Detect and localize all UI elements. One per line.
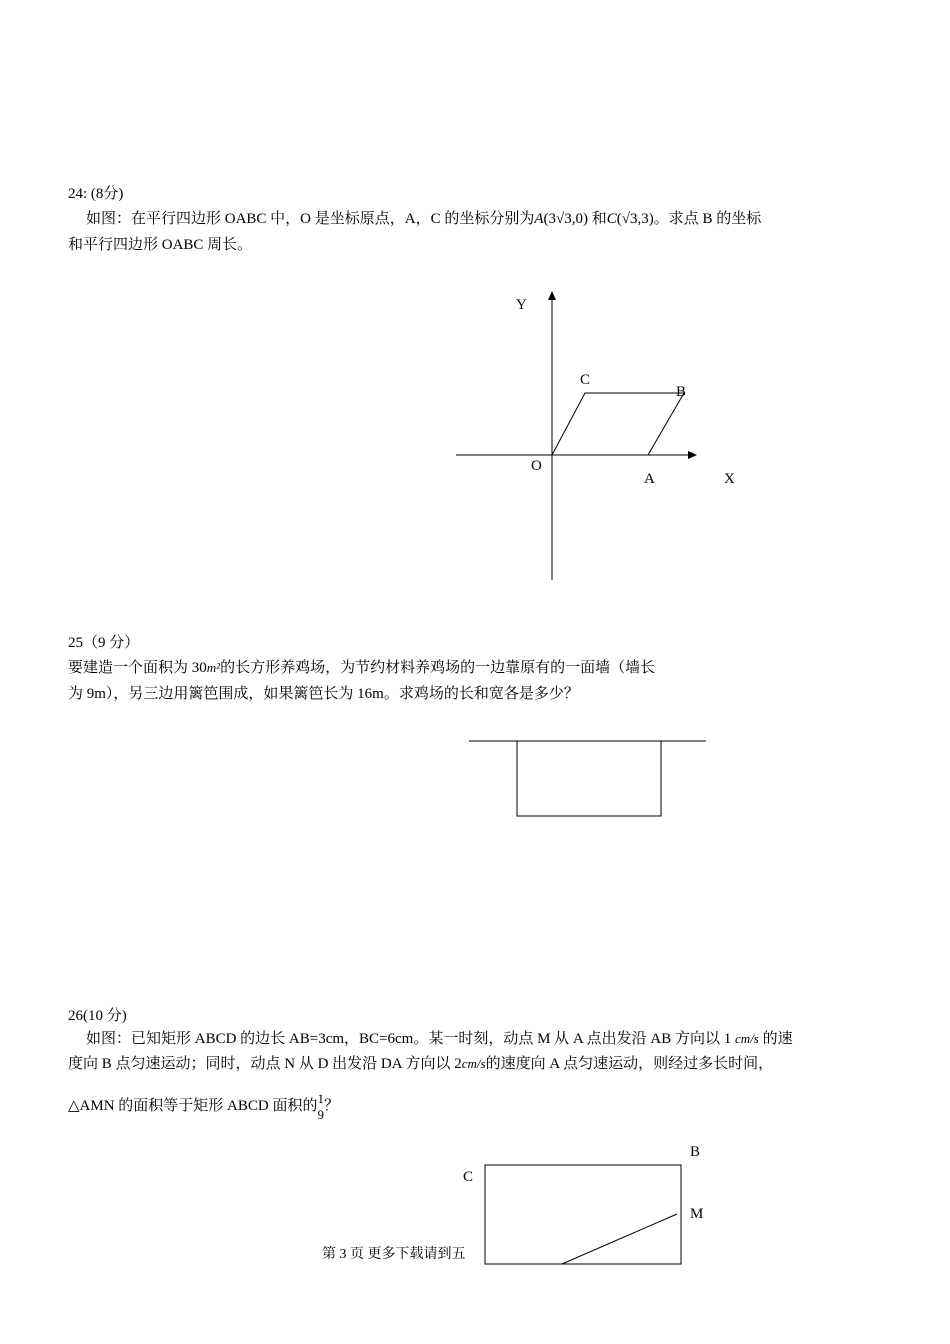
q26-line2-pre: 度向 B 点匀速运动；同时，动点 N 从 D 出发沿 DA 方向以 2 <box>68 1056 462 1072</box>
q25-line1-post: 的长方形养鸡场，为节约材料养鸡场的一边靠原有的一面墙（墙长 <box>220 660 656 676</box>
label-c2: C <box>463 1169 474 1185</box>
fraction-numerator: 1 <box>317 1090 324 1106</box>
q24-coord-c-label: C <box>606 211 617 227</box>
fraction-denominator: 9 <box>317 1106 324 1122</box>
label-b: B <box>676 384 687 400</box>
label-x: X <box>724 471 735 487</box>
chicken-farm-rect <box>517 741 661 816</box>
q24-and: 和 <box>591 211 607 227</box>
label-m: M <box>690 1206 704 1222</box>
q25-text-line2: 为 9m），另三边用篱笆围成，如果篱笆长为 16m。求鸡场的长和宽各是多少？ <box>68 686 579 702</box>
q24-coord-c-value: (√3,3) <box>616 211 654 227</box>
q26-speed-unit-2: cm/s <box>461 1056 486 1071</box>
q25-text-line1 <box>68 658 655 678</box>
page-footer: 第 3 页 更多下载请到五 <box>322 1247 466 1262</box>
label-a: A <box>644 471 655 487</box>
label-c: C <box>580 372 591 388</box>
q26-text-line3 <box>68 1088 339 1124</box>
q26-line3-post: ？ <box>323 1098 339 1114</box>
q24-header: 24: (8分) <box>68 186 124 202</box>
label-y: Y <box>516 297 527 313</box>
q25-line1-pre: 要建造一个面积为 30 <box>68 660 207 676</box>
q24-coord-a-value: (3√3,0) <box>543 211 589 227</box>
q26-speed-unit-1: cm/s <box>735 1031 759 1046</box>
q26-line2-post: 的速度向 A 点匀速运动，则经过多长时间， <box>485 1056 774 1072</box>
q26-line1-pre: 如图：已知矩形 ABCD 的边长 AB=3cm，BC=6cm。某一时刻，动点 M 从 A 点出发沿 AB 方向以 1 <box>86 1031 732 1047</box>
q26-text-line1 <box>86 1029 793 1049</box>
q25-header: 25（9 分） <box>68 635 140 651</box>
q26-text-line2 <box>68 1054 773 1074</box>
q25-figure <box>469 741 706 816</box>
parallelogram-oabc <box>552 393 684 455</box>
label-b2: B <box>690 1144 701 1160</box>
label-o: O <box>531 458 542 474</box>
q24-line1-pre: 如图：在平行四边形 OABC 中，O 是坐标原点，A，C 的坐标分别为 <box>86 211 535 227</box>
q26-line3-pre: △AMN 的面积等于矩形 ABCD 面积的 <box>68 1098 318 1114</box>
q26-figure <box>463 1144 703 1264</box>
q24-coord-a-label: A <box>534 211 544 227</box>
segment-mn <box>562 1214 677 1264</box>
q25-unit: m² <box>206 660 221 675</box>
q24-figure <box>456 292 735 580</box>
q24-line1-post: 。求点 B 的坐标 <box>653 211 762 227</box>
rectangle-abcd <box>485 1165 681 1264</box>
q26-line1-post: 的速 <box>762 1031 793 1047</box>
q24-text-line2: 和平行四边形 OABC 周长。 <box>68 237 253 253</box>
q26-header: 26(10 分) <box>68 1008 127 1024</box>
